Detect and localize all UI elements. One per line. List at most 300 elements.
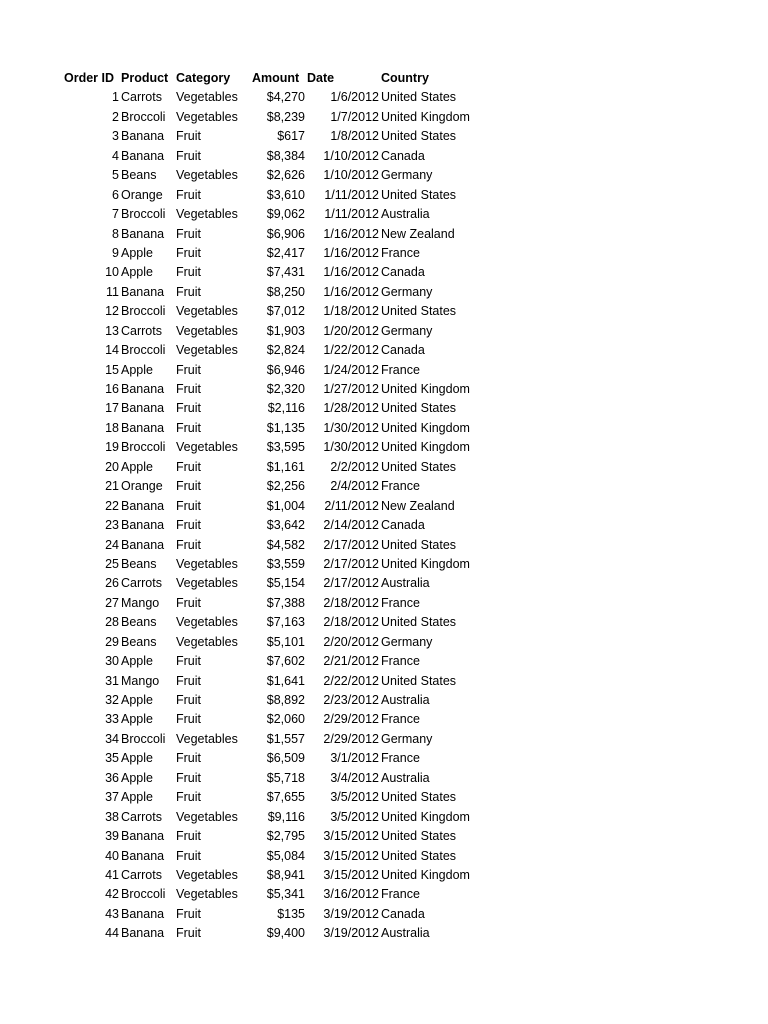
date-cell: 1/16/2012 <box>323 245 379 260</box>
order-id-cell: 24 <box>105 537 119 552</box>
order-id-cell: 12 <box>105 304 119 319</box>
product-cell: Beans <box>121 556 157 571</box>
product-cell: Mango <box>121 595 160 610</box>
product-cell: Mango <box>121 673 160 688</box>
date-cell: 2/18/2012 <box>323 595 379 610</box>
date-cell: 2/20/2012 <box>323 634 379 649</box>
table-row <box>0 380 768 399</box>
order-id-cell: 43 <box>105 906 119 921</box>
product-cell: Banana <box>121 518 165 533</box>
order-id-cell: 42 <box>105 887 119 902</box>
product-cell: Broccoli <box>121 731 166 746</box>
product-cell: Banana <box>121 129 165 144</box>
order-id-cell: 44 <box>105 926 119 941</box>
order-id-cell: 18 <box>105 420 119 435</box>
product-cell: Carrots <box>121 576 162 591</box>
date-cell: 1/30/2012 <box>323 440 379 455</box>
date-cell: 2/17/2012 <box>323 537 379 552</box>
date-cell: 2/14/2012 <box>323 518 379 533</box>
category-cell: Fruit <box>176 459 201 474</box>
table-row <box>0 730 768 749</box>
country-cell: Germany <box>381 731 433 746</box>
product-cell: Banana <box>121 848 165 863</box>
order-id-cell: 27 <box>105 595 119 610</box>
category-cell: Fruit <box>176 420 201 435</box>
amount-cell: $617 <box>277 129 305 144</box>
table-row <box>0 361 768 380</box>
country-cell: United States <box>381 459 457 474</box>
country-cell: United States <box>381 129 457 144</box>
category-cell: Fruit <box>176 362 201 377</box>
category-cell: Fruit <box>176 751 201 766</box>
date-cell: 3/15/2012 <box>323 829 379 844</box>
order-id-cell: 20 <box>105 459 119 474</box>
category-cell: Vegetables <box>176 168 238 183</box>
country-cell: Australia <box>381 693 430 707</box>
category-cell: Vegetables <box>176 343 238 358</box>
country-cell: United States <box>381 401 457 416</box>
date-cell: 2/22/2012 <box>323 673 379 688</box>
table-row <box>0 574 768 593</box>
order-id-cell: 25 <box>105 556 119 571</box>
date-cell: 1/16/2012 <box>323 265 379 280</box>
orders-table <box>0 69 768 944</box>
amount-cell: $1,135 <box>266 420 305 435</box>
table-row <box>0 88 768 107</box>
product-cell: Beans <box>121 615 157 630</box>
amount-cell: $8,892 <box>266 693 305 707</box>
category-cell: Vegetables <box>176 304 238 319</box>
category-cell: Fruit <box>176 848 201 863</box>
country-cell: Germany <box>381 168 433 183</box>
amount-cell: $2,795 <box>266 829 305 844</box>
table-row <box>0 263 768 282</box>
country-cell: United States <box>381 848 457 863</box>
country-cell: Australia <box>381 926 430 941</box>
category-cell: Vegetables <box>176 731 238 746</box>
amount-cell: $1,004 <box>266 498 305 513</box>
amount-cell: $3,610 <box>266 187 305 202</box>
product-cell: Banana <box>121 498 165 513</box>
product-cell: Banana <box>121 829 165 844</box>
date-cell: 1/30/2012 <box>323 420 379 435</box>
table-row <box>0 341 768 360</box>
date-cell: 1/7/2012 <box>330 109 379 124</box>
amount-cell: $8,384 <box>266 148 305 163</box>
date-cell: 2/23/2012 <box>323 693 379 707</box>
category-cell: Fruit <box>176 518 201 533</box>
date-cell: 1/10/2012 <box>323 148 379 163</box>
order-id-cell: 6 <box>112 187 119 202</box>
amount-cell: $5,154 <box>266 576 305 591</box>
product-cell: Broccoli <box>121 343 166 358</box>
country-cell: New Zealand <box>381 498 455 513</box>
country-cell: United Kingdom <box>381 556 470 571</box>
table-row <box>0 827 768 846</box>
product-cell: Banana <box>121 226 165 241</box>
amount-cell: $2,060 <box>266 712 305 727</box>
amount-cell: $4,582 <box>266 537 305 552</box>
order-id-cell: 31 <box>105 673 119 688</box>
amount-cell: $5,084 <box>266 848 305 863</box>
category-cell: Vegetables <box>176 440 238 455</box>
country-cell: France <box>381 887 420 902</box>
product-cell: Banana <box>121 537 165 552</box>
table-row <box>0 788 768 807</box>
country-cell: United States <box>381 790 457 805</box>
date-cell: 2/21/2012 <box>323 654 379 669</box>
date-cell: 1/24/2012 <box>323 362 379 377</box>
order-id-cell: 9 <box>112 245 119 260</box>
date-cell: 2/29/2012 <box>323 712 379 727</box>
product-cell: Apple <box>121 245 153 260</box>
order-id-cell: 8 <box>112 226 119 241</box>
category-cell: Fruit <box>176 265 201 280</box>
product-cell: Broccoli <box>121 304 166 319</box>
order-id-cell: 19 <box>105 440 119 455</box>
country-cell: United States <box>381 673 457 688</box>
category-cell: Fruit <box>176 148 201 163</box>
order-id-cell: 4 <box>112 148 119 163</box>
table-row <box>0 438 768 457</box>
product-cell: Beans <box>121 168 157 183</box>
country-cell: United Kingdom <box>381 420 470 435</box>
date-cell: 3/15/2012 <box>323 848 379 863</box>
category-cell: Fruit <box>176 829 201 844</box>
category-cell: Fruit <box>176 654 201 669</box>
amount-cell: $5,101 <box>266 634 305 649</box>
product-cell: Orange <box>121 187 163 202</box>
order-id-cell: 26 <box>105 576 119 591</box>
order-id-cell: 3 <box>112 129 119 144</box>
product-cell: Broccoli <box>121 109 166 124</box>
table-row <box>0 322 768 341</box>
date-cell: 3/15/2012 <box>323 867 379 882</box>
amount-cell: $1,557 <box>266 731 305 746</box>
order-id-cell: 34 <box>105 731 119 746</box>
date-cell: 1/22/2012 <box>323 343 379 358</box>
amount-cell: $9,116 <box>267 809 305 824</box>
table-row <box>0 885 768 904</box>
date-cell: 2/2/2012 <box>330 459 379 474</box>
date-cell: 2/11/2012 <box>324 498 379 513</box>
product-cell: Apple <box>121 265 153 280</box>
amount-cell: $2,256 <box>266 479 305 494</box>
product-cell: Broccoli <box>121 207 166 222</box>
category-cell: Fruit <box>176 926 201 941</box>
order-id-cell: 11 <box>106 284 119 299</box>
country-cell: France <box>381 654 420 669</box>
category-cell: Fruit <box>176 537 201 552</box>
product-cell: Banana <box>121 401 165 416</box>
category-cell: Fruit <box>176 712 201 727</box>
table-row <box>0 477 768 496</box>
country-cell: United States <box>381 615 457 630</box>
country-cell: Canada <box>381 148 425 163</box>
order-id-cell: 38 <box>105 809 119 824</box>
date-cell: 3/1/2012 <box>330 751 379 766</box>
amount-cell: $5,718 <box>266 770 305 785</box>
amount-cell: $1,161 <box>266 459 305 474</box>
amount-cell: $2,626 <box>266 168 305 183</box>
date-cell: 2/18/2012 <box>323 615 379 630</box>
date-cell: 1/27/2012 <box>323 382 379 396</box>
product-cell: Carrots <box>121 90 162 105</box>
country-cell: Germany <box>381 634 433 649</box>
order-id-cell: 23 <box>105 518 119 533</box>
table-row <box>0 847 768 866</box>
order-id-cell: 36 <box>105 770 119 785</box>
amount-cell: $3,595 <box>266 440 305 455</box>
date-cell: 1/11/2012 <box>324 207 379 222</box>
order-id-cell: 16 <box>105 382 119 396</box>
amount-cell: $5,341 <box>266 887 305 902</box>
category-cell: Vegetables <box>176 556 238 571</box>
amount-cell: $8,239 <box>266 109 305 124</box>
date-cell: 3/5/2012 <box>330 809 379 824</box>
table-row <box>0 594 768 613</box>
table-row <box>0 399 768 418</box>
date-cell: 1/11/2012 <box>324 187 379 202</box>
amount-cell: $2,417 <box>266 245 305 260</box>
table-row <box>0 652 768 671</box>
table-row <box>0 905 768 924</box>
table-row <box>0 924 768 943</box>
category-cell: Vegetables <box>176 109 238 124</box>
country-cell: France <box>381 479 420 494</box>
country-cell: United Kingdom <box>381 440 470 455</box>
country-cell: Germany <box>381 323 433 338</box>
product-cell: Apple <box>121 712 153 727</box>
country-cell: United States <box>381 187 457 202</box>
product-cell: Apple <box>121 459 153 474</box>
category-cell: Vegetables <box>176 634 238 649</box>
table-row <box>0 633 768 652</box>
amount-cell: $2,116 <box>267 401 305 416</box>
country-cell: United States <box>381 829 457 844</box>
category-cell: Fruit <box>176 595 201 610</box>
category-cell: Fruit <box>176 129 201 144</box>
table-row <box>0 613 768 632</box>
date-cell: 2/4/2012 <box>330 479 379 494</box>
date-cell: 3/16/2012 <box>323 887 379 902</box>
category-cell: Fruit <box>176 693 201 707</box>
order-id-cell: 32 <box>105 693 119 707</box>
country-cell: Canada <box>381 343 425 358</box>
category-cell: Vegetables <box>176 323 238 338</box>
table-row <box>0 458 768 477</box>
product-cell: Apple <box>121 790 153 805</box>
amount-cell: $7,655 <box>266 790 305 805</box>
product-cell: Apple <box>121 654 153 669</box>
amount-cell: $1,641 <box>266 673 305 688</box>
date-cell: 1/28/2012 <box>323 401 379 416</box>
category-cell: Fruit <box>176 401 201 416</box>
date-cell: 1/18/2012 <box>323 304 379 319</box>
country-cell: United Kingdom <box>381 109 470 124</box>
category-cell: Vegetables <box>176 576 238 591</box>
date-cell: 1/16/2012 <box>323 226 379 241</box>
date-cell: 2/17/2012 <box>323 576 379 591</box>
table-row <box>0 516 768 535</box>
table-row <box>0 769 768 788</box>
date-cell: 1/16/2012 <box>323 284 379 299</box>
date-cell: 2/29/2012 <box>323 731 379 746</box>
category-cell: Fruit <box>176 479 201 494</box>
header-date: Date <box>307 71 335 85</box>
table-row <box>0 672 768 691</box>
amount-cell: $9,400 <box>266 926 305 941</box>
category-cell: Fruit <box>176 498 201 513</box>
date-cell: 1/8/2012 <box>330 129 379 144</box>
date-cell: 3/19/2012 <box>323 906 379 921</box>
amount-cell: $8,941 <box>266 867 305 882</box>
order-id-cell: 30 <box>105 654 119 669</box>
category-cell: Fruit <box>176 673 201 688</box>
country-cell: United States <box>381 537 457 552</box>
date-cell: 1/10/2012 <box>323 168 379 183</box>
table-body <box>0 88 768 943</box>
country-cell: France <box>381 595 420 610</box>
table-row <box>0 536 768 555</box>
table-header-row <box>0 69 768 88</box>
product-cell: Banana <box>121 420 165 435</box>
date-cell: 3/19/2012 <box>323 926 379 941</box>
table-row <box>0 808 768 827</box>
country-cell: Canada <box>381 906 425 921</box>
table-row <box>0 127 768 146</box>
category-cell: Vegetables <box>176 615 238 630</box>
order-id-cell: 28 <box>105 615 119 630</box>
product-cell: Carrots <box>121 867 162 882</box>
country-cell: Canada <box>381 518 425 533</box>
product-cell: Apple <box>121 770 153 785</box>
order-id-cell: 14 <box>105 343 119 358</box>
amount-cell: $9,062 <box>266 207 305 222</box>
header-category: Category <box>176 71 231 85</box>
product-cell: Orange <box>121 479 163 494</box>
country-cell: France <box>381 751 420 766</box>
category-cell: Fruit <box>176 906 201 921</box>
table-row <box>0 244 768 263</box>
product-cell: Banana <box>121 148 165 163</box>
country-cell: Canada <box>381 265 425 280</box>
country-cell: United States <box>381 304 457 319</box>
date-cell: 1/6/2012 <box>330 90 379 105</box>
product-cell: Carrots <box>121 809 162 824</box>
table-row <box>0 166 768 185</box>
country-cell: United States <box>381 90 457 105</box>
amount-cell: $7,388 <box>266 595 305 610</box>
amount-cell: $6,509 <box>266 751 305 766</box>
order-id-cell: 41 <box>105 867 119 882</box>
category-cell: Fruit <box>176 226 201 241</box>
order-id-cell: 2 <box>112 109 119 124</box>
country-cell: Australia <box>381 207 430 222</box>
date-cell: 1/20/2012 <box>323 323 379 338</box>
amount-cell: $1,903 <box>266 323 305 338</box>
category-cell: Vegetables <box>176 887 238 902</box>
product-cell: Apple <box>121 751 153 766</box>
product-cell: Beans <box>121 634 157 649</box>
order-id-cell: 29 <box>105 634 119 649</box>
amount-cell: $4,270 <box>266 90 305 105</box>
header-amount: Amount <box>252 71 300 85</box>
table-row <box>0 497 768 516</box>
country-cell: United Kingdom <box>381 382 470 396</box>
amount-cell: $7,431 <box>266 265 305 280</box>
amount-cell: $8,250 <box>266 284 305 299</box>
order-id-cell: 33 <box>105 712 119 727</box>
order-id-cell: 17 <box>105 401 119 416</box>
table-row <box>0 419 768 438</box>
country-cell: United Kingdom <box>381 809 470 824</box>
amount-cell: $7,163 <box>266 615 305 630</box>
table-row <box>0 108 768 127</box>
date-cell: 3/5/2012 <box>330 790 379 805</box>
amount-cell: $3,642 <box>266 518 305 533</box>
amount-cell: $6,906 <box>266 226 305 241</box>
category-cell: Fruit <box>176 284 201 299</box>
product-cell: Banana <box>121 382 165 396</box>
table-row <box>0 866 768 885</box>
product-cell: Banana <box>121 284 165 299</box>
table-row <box>0 283 768 302</box>
order-id-cell: 39 <box>105 829 119 844</box>
category-cell: Vegetables <box>176 90 238 105</box>
product-cell: Banana <box>121 926 165 941</box>
header-product: Product <box>121 71 169 85</box>
country-cell: France <box>381 362 420 377</box>
country-cell: Australia <box>381 576 430 591</box>
table-row <box>0 302 768 321</box>
table-row <box>0 691 768 710</box>
category-cell: Fruit <box>176 382 201 396</box>
country-cell: United Kingdom <box>381 867 470 882</box>
product-cell: Broccoli <box>121 440 166 455</box>
amount-cell: $2,824 <box>266 343 305 358</box>
amount-cell: $7,012 <box>266 304 305 319</box>
header-order-id: Order ID <box>64 71 115 85</box>
category-cell: Fruit <box>176 790 201 805</box>
product-cell: Apple <box>121 693 153 707</box>
category-cell: Fruit <box>176 187 201 202</box>
table-row <box>0 749 768 768</box>
country-cell: New Zealand <box>381 226 455 241</box>
country-cell: France <box>381 245 420 260</box>
order-id-cell: 5 <box>112 168 119 183</box>
date-cell: 2/17/2012 <box>323 556 379 571</box>
order-id-cell: 40 <box>105 848 119 863</box>
amount-cell: $3,559 <box>266 556 305 571</box>
product-cell: Broccoli <box>121 887 166 902</box>
amount-cell: $135 <box>277 906 305 921</box>
order-id-cell: 35 <box>105 751 119 766</box>
order-id-cell: 7 <box>112 207 119 222</box>
category-cell: Vegetables <box>176 809 238 824</box>
table-row <box>0 710 768 729</box>
country-cell: France <box>381 712 420 727</box>
date-cell: 3/4/2012 <box>330 770 379 785</box>
country-cell: Germany <box>381 284 433 299</box>
order-id-cell: 15 <box>105 362 119 377</box>
amount-cell: $7,602 <box>266 654 305 669</box>
product-cell: Apple <box>121 362 153 377</box>
category-cell: Vegetables <box>176 207 238 222</box>
table-row <box>0 205 768 224</box>
country-cell: Australia <box>381 770 430 785</box>
order-id-cell: 1 <box>112 90 119 105</box>
